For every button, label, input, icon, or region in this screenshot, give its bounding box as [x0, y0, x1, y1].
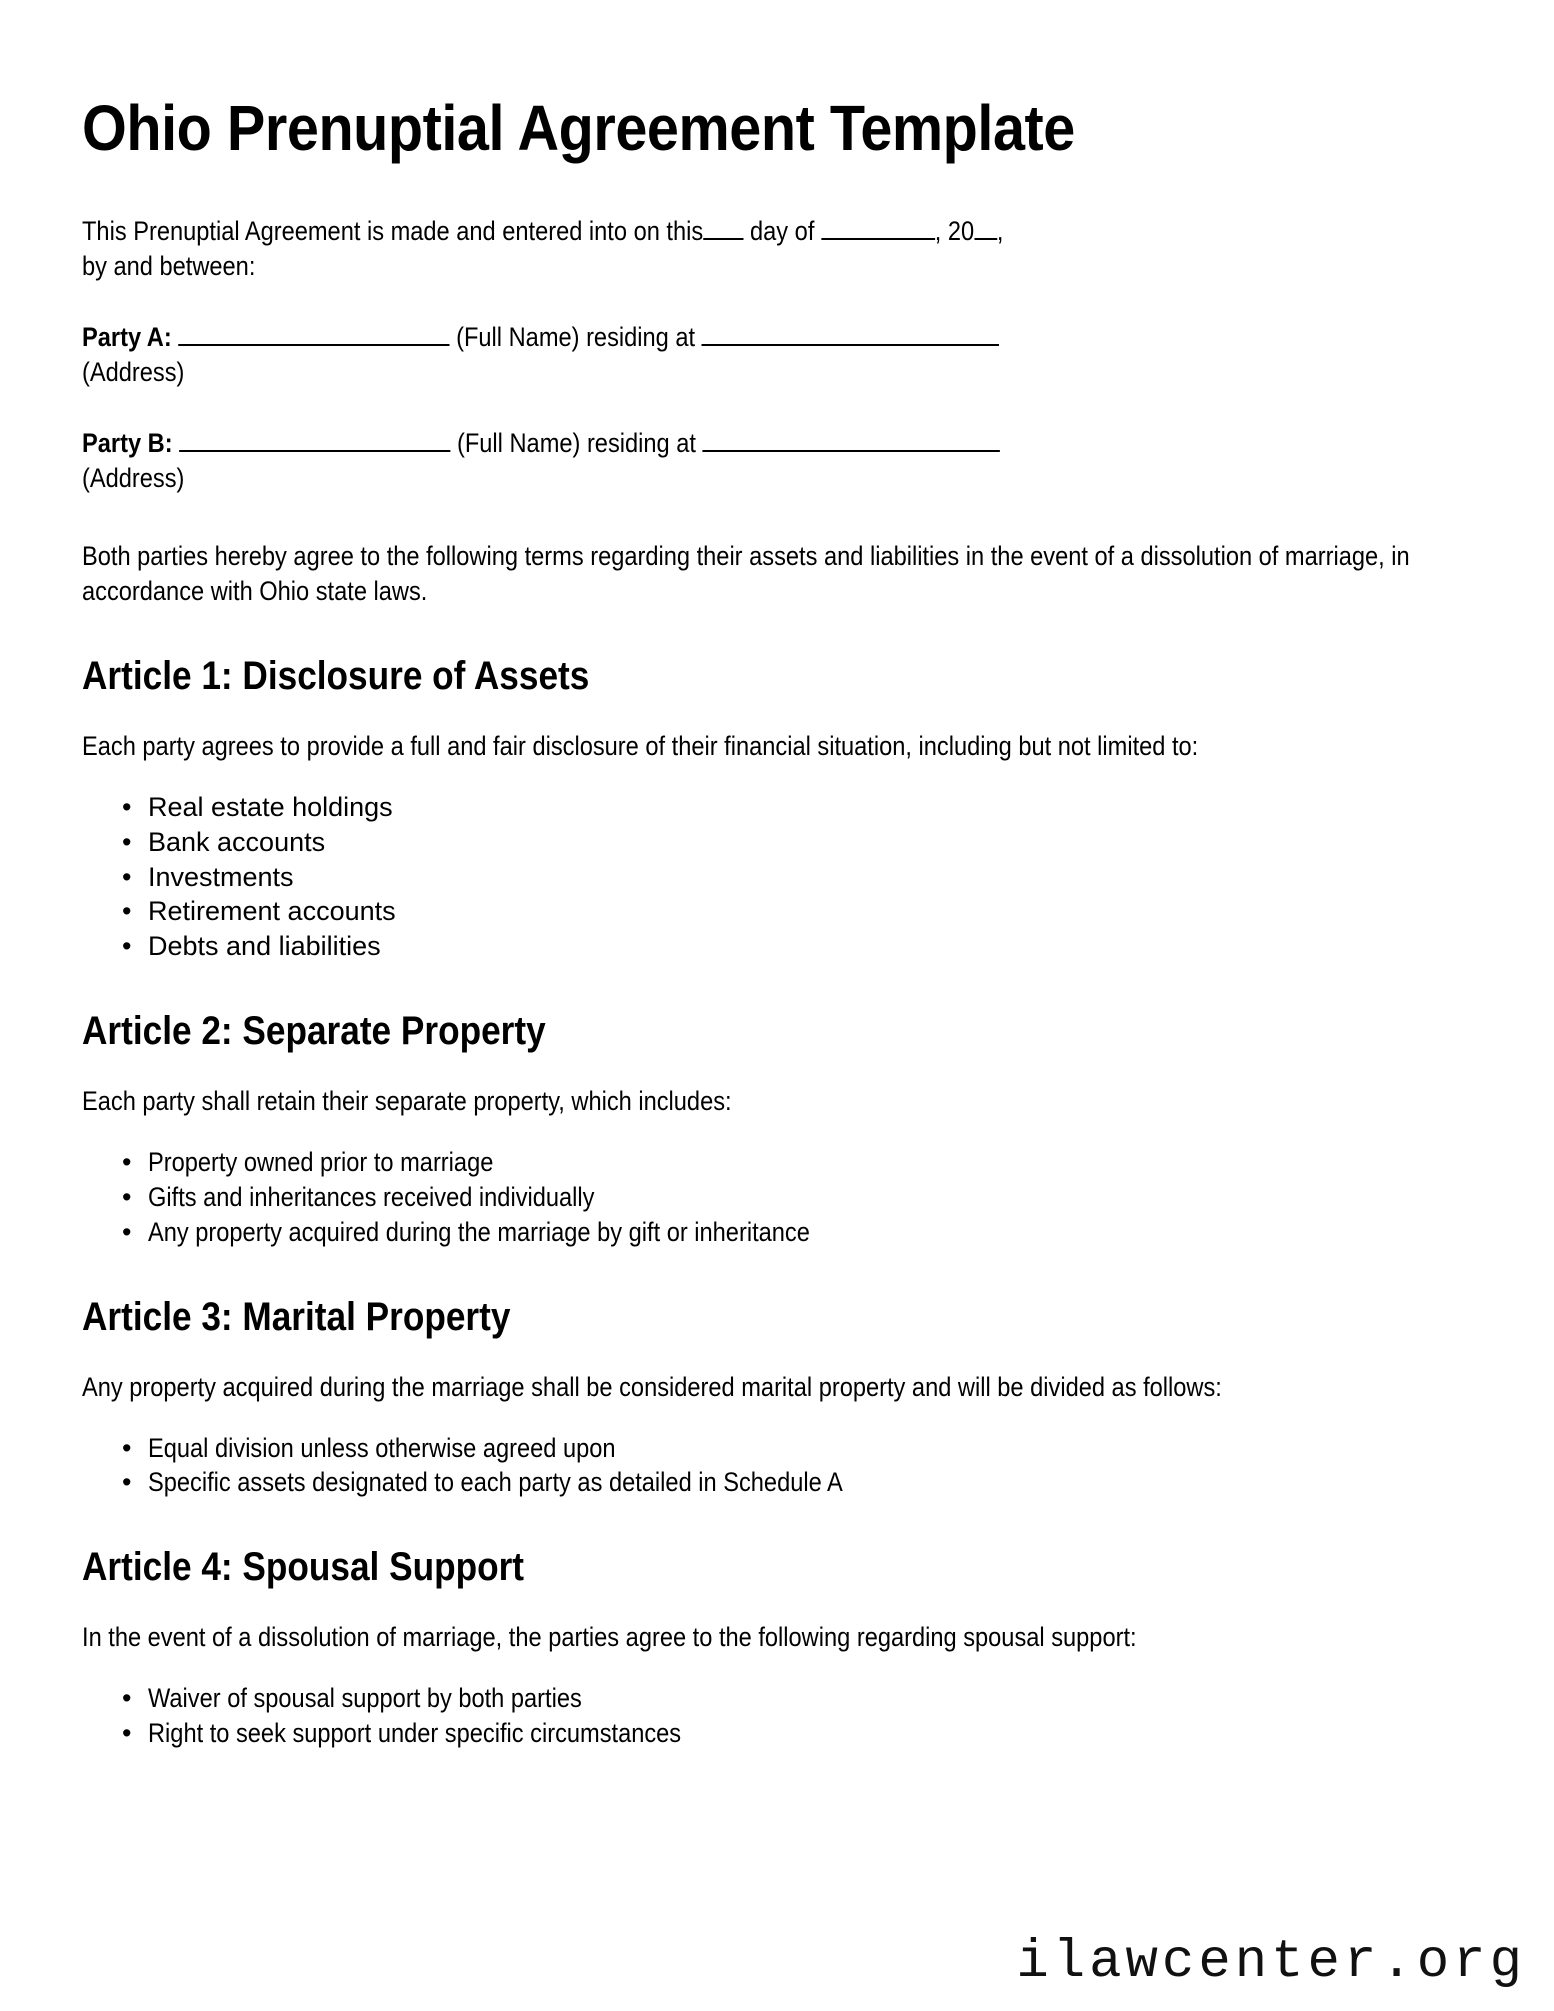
- article-2-bullet-list: [82, 1145, 1412, 1249]
- list-item: [82, 1465, 1412, 1500]
- party-b-address-blank: [703, 450, 1001, 452]
- party-b-label: Party B:: [82, 428, 173, 459]
- list-item: [82, 860, 1412, 895]
- bullet-icon: •: [122, 1683, 132, 1714]
- list-item: [82, 1145, 1412, 1180]
- bullet-icon: •: [122, 791, 132, 822]
- bullet-icon: •: [122, 1718, 132, 1749]
- list-item: [82, 790, 1412, 825]
- article-4-bullet-list: [82, 1681, 1412, 1751]
- list-item-label: Any property acquired during the marriage by gift or inheritance: [148, 1216, 810, 1247]
- article-2-body: Each party shall retain their separate property, which includes:: [82, 1085, 732, 1116]
- party-b-name-blank: [179, 450, 450, 452]
- list-item-label: Specific assets designated to each party as detailed in Schedule A: [148, 1467, 843, 1498]
- bullet-icon: •: [122, 931, 132, 962]
- bullet-icon: •: [122, 1181, 132, 1212]
- agreement-statement: Both parties hereby agree to the following terms regarding their assets and liabilities in the event of a dissolution of marriage, in accordance with Ohio state laws.: [82, 540, 1410, 606]
- list-item: [82, 1681, 1412, 1716]
- party-a-name-blank: [178, 344, 449, 346]
- article-1-body: Each party agrees to provide a full and fair disclosure of their financial situation, including but not limited to:: [82, 730, 1199, 761]
- article-1-heading: Article 1: Disclosure of Assets: [82, 653, 590, 698]
- bullet-icon: •: [122, 826, 132, 857]
- year-blank: [974, 238, 997, 240]
- intro-year-prefix: , 20: [934, 216, 975, 246]
- intro-lead-text: This Prenuptial Agreement is made and entered into on this: [82, 216, 704, 246]
- bullet-icon: •: [122, 896, 132, 927]
- intro-paragraph: [82, 214, 1412, 284]
- list-item: [82, 1180, 1412, 1215]
- site-watermark: ilawcenter.org: [1016, 1932, 1526, 1993]
- article-3-body: Any property acquired during the marriage shall be considered marital property and will be divided as follows:: [82, 1371, 1222, 1402]
- list-item: [82, 929, 1412, 964]
- article-4-heading: Article 4: Spousal Support: [82, 1545, 525, 1590]
- list-item-label: Investments: [148, 861, 294, 892]
- party-a-block: [82, 320, 1412, 390]
- list-item: [82, 1431, 1412, 1466]
- list-item-label: Debts and liabilities: [148, 931, 381, 962]
- list-item: [82, 1716, 1412, 1751]
- bullet-icon: •: [122, 1147, 132, 1178]
- list-item-label: Bank accounts: [148, 826, 326, 857]
- bullet-icon: •: [122, 1467, 132, 1498]
- bullet-icon: •: [122, 1216, 132, 1247]
- intro-second-line: by and between:: [82, 251, 256, 282]
- article-3-bullet-list: [82, 1431, 1412, 1501]
- list-item: [82, 894, 1412, 929]
- party-a-name-note: (Full Name) residing at: [456, 322, 696, 353]
- list-item-label: Waiver of spousal support by both parties: [148, 1683, 582, 1714]
- list-item-label: Right to seek support under specific circumstances: [148, 1718, 682, 1749]
- article-4-body: In the event of a dissolution of marriage, the parties agree to the following regarding spousal support:: [82, 1622, 1137, 1653]
- list-item-label: Property owned prior to marriage: [148, 1147, 494, 1178]
- list-item-label: Gifts and inheritances received individually: [148, 1181, 595, 1212]
- party-b-address-note: (Address): [82, 463, 185, 494]
- day-blank: [703, 238, 743, 240]
- bullet-icon: •: [122, 1432, 132, 1463]
- article-2-heading: Article 2: Separate Property: [82, 1008, 546, 1053]
- month-blank: [821, 238, 935, 240]
- list-item-label: Equal division unless otherwise agreed upon: [148, 1432, 616, 1463]
- intro-after-year: ,: [996, 216, 1004, 246]
- page-title: Ohio Prenuptial Agreement Template: [82, 92, 1075, 164]
- party-a-address-blank: [702, 344, 1000, 346]
- intro-day-of-text: day of: [750, 216, 815, 246]
- article-1-bullet-list: [82, 790, 1412, 964]
- bullet-icon: •: [122, 861, 132, 892]
- list-item: [82, 825, 1412, 860]
- list-item: [82, 1215, 1412, 1250]
- list-item-label: Retirement accounts: [148, 896, 396, 927]
- party-b-name-note: (Full Name) residing at: [456, 428, 696, 459]
- document-content: [82, 0, 1412, 1751]
- party-a-label: Party A:: [82, 322, 172, 353]
- party-a-address-note: (Address): [82, 357, 185, 388]
- article-3-heading: Article 3: Marital Property: [82, 1294, 511, 1339]
- list-item-label: Real estate holdings: [148, 791, 393, 822]
- party-b-block: [82, 426, 1412, 496]
